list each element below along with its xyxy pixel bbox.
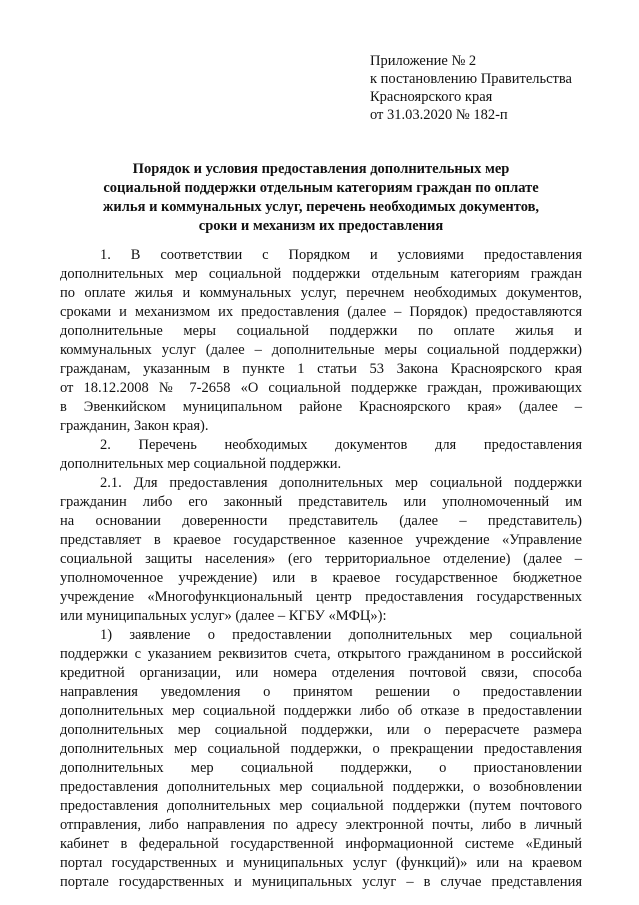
text-line: портал государственных и муниципальных услуг (функций)» или на краевом <box>60 855 582 871</box>
text-line: 2. Перечень необходимых документов для предоставления <box>100 437 582 453</box>
paragraph-2-1 <box>60 474 582 626</box>
text-line: 1. В соответствии с Порядком и условиями предоставления <box>100 247 582 263</box>
text-line: социальной защиты населения» (его территориальное отделение) (далее – <box>60 551 582 567</box>
text-line: гражданин либо его законный представитель или уполномоченный им <box>60 494 582 510</box>
text-line: в Эвенкийском муниципальном районе Красноярского края» (далее – <box>60 399 582 415</box>
title-line: жилья и коммунальных услуг, перечень необходимых документов, <box>102 199 540 215</box>
title-line: социальной поддержки отдельным категориям граждан по оплате <box>103 180 539 196</box>
appendix-number: Приложение № 2 <box>370 53 477 69</box>
text-line: дополнительных мер социальной поддержки. <box>60 456 342 472</box>
text-line: дополнительных мер социальной поддержки отдельным категориям граждан <box>60 266 582 282</box>
text-line: гражданин, Закон края). <box>60 418 209 434</box>
text-line: дополнительных мер социальной поддержки, о приостановлении <box>60 760 582 776</box>
appendix-header <box>370 52 632 124</box>
text-line: предоставления дополнительных мер социальной поддержки, о возобновлении <box>60 779 582 795</box>
title-line: сроки и механизм их предоставления <box>198 218 444 234</box>
text-line: сроками и механизмом их предоставления (далее – Порядок) предоставляются <box>60 304 582 320</box>
text-line: гражданам, указанным в пункте 1 статьи 53 Закона Красноярского края <box>60 361 582 377</box>
text-line: или муниципальных услуг» (далее – КГБУ «МФЦ»): <box>60 608 387 624</box>
paragraph-item-1 <box>60 626 582 892</box>
appendix-date-number: от 31.03.2020 № 182-п <box>370 107 508 123</box>
text-line: кабинет в федеральной государственной информационной системе «Единый <box>60 836 582 852</box>
text-line: направления уведомления о принятом решении о предоставлении <box>60 684 582 700</box>
text-line: на основании доверенности представитель (далее – представитель) <box>60 513 582 529</box>
text-line: дополнительные меры социальной поддержки по оплате жилья и <box>60 323 582 339</box>
text-line: отправления, либо направления по адресу электронной почты, либо в личный <box>60 817 582 833</box>
text-line: предоставления дополнительных мер социальной поддержки (путем почтового <box>60 798 582 814</box>
text-line: по оплате жилья и коммунальных услуг, перечнем необходимых документов, <box>60 285 582 301</box>
text-line: поддержки с указанием реквизитов счета, открытого гражданином в российской <box>60 646 582 662</box>
text-line: 1) заявление о предоставлении дополнительных мер социальной <box>100 627 582 643</box>
text-line: дополнительных мер социальной поддержки, или о перерасчете размера <box>60 722 582 738</box>
appendix-resolution-ref: к постановлению Правительства <box>370 71 572 87</box>
text-line: дополнительных мер социальной поддержки, о прекращении предоставления <box>60 741 582 757</box>
text-line: дополнительных мер социальной поддержки либо об отказе в предоставлении <box>60 703 582 719</box>
appendix-region: Красноярского края <box>370 89 493 105</box>
text-line: кредитной организации, или номера отделения почтовой связи, способа <box>60 665 582 681</box>
text-line: представляет в краевое государственное казенное учреждение «Управление <box>60 532 582 548</box>
title-line: Порядок и условия предоставления дополнительных мер <box>132 161 510 177</box>
text-line: портале государственных и муниципальных услуг – в случае представления <box>60 874 582 890</box>
paragraph-1 <box>60 246 582 436</box>
paragraph-2 <box>60 436 582 474</box>
text-line: от 18.12.2008 № 7-2658 «О социальной поддержке граждан, проживающих <box>60 380 582 396</box>
text-line: 2.1. Для предоставления дополнительных мер социальной поддержки <box>100 475 582 491</box>
document-title <box>60 160 582 236</box>
text-line: уполномоченное учреждение) или в краевое государственное бюджетное <box>60 570 582 586</box>
text-line: коммунальных услуг (далее – дополнительные меры социальной поддержки) <box>60 342 582 358</box>
text-line: учреждение «Многофункциональный центр предоставления государственных <box>60 589 582 605</box>
document-body <box>60 246 582 892</box>
